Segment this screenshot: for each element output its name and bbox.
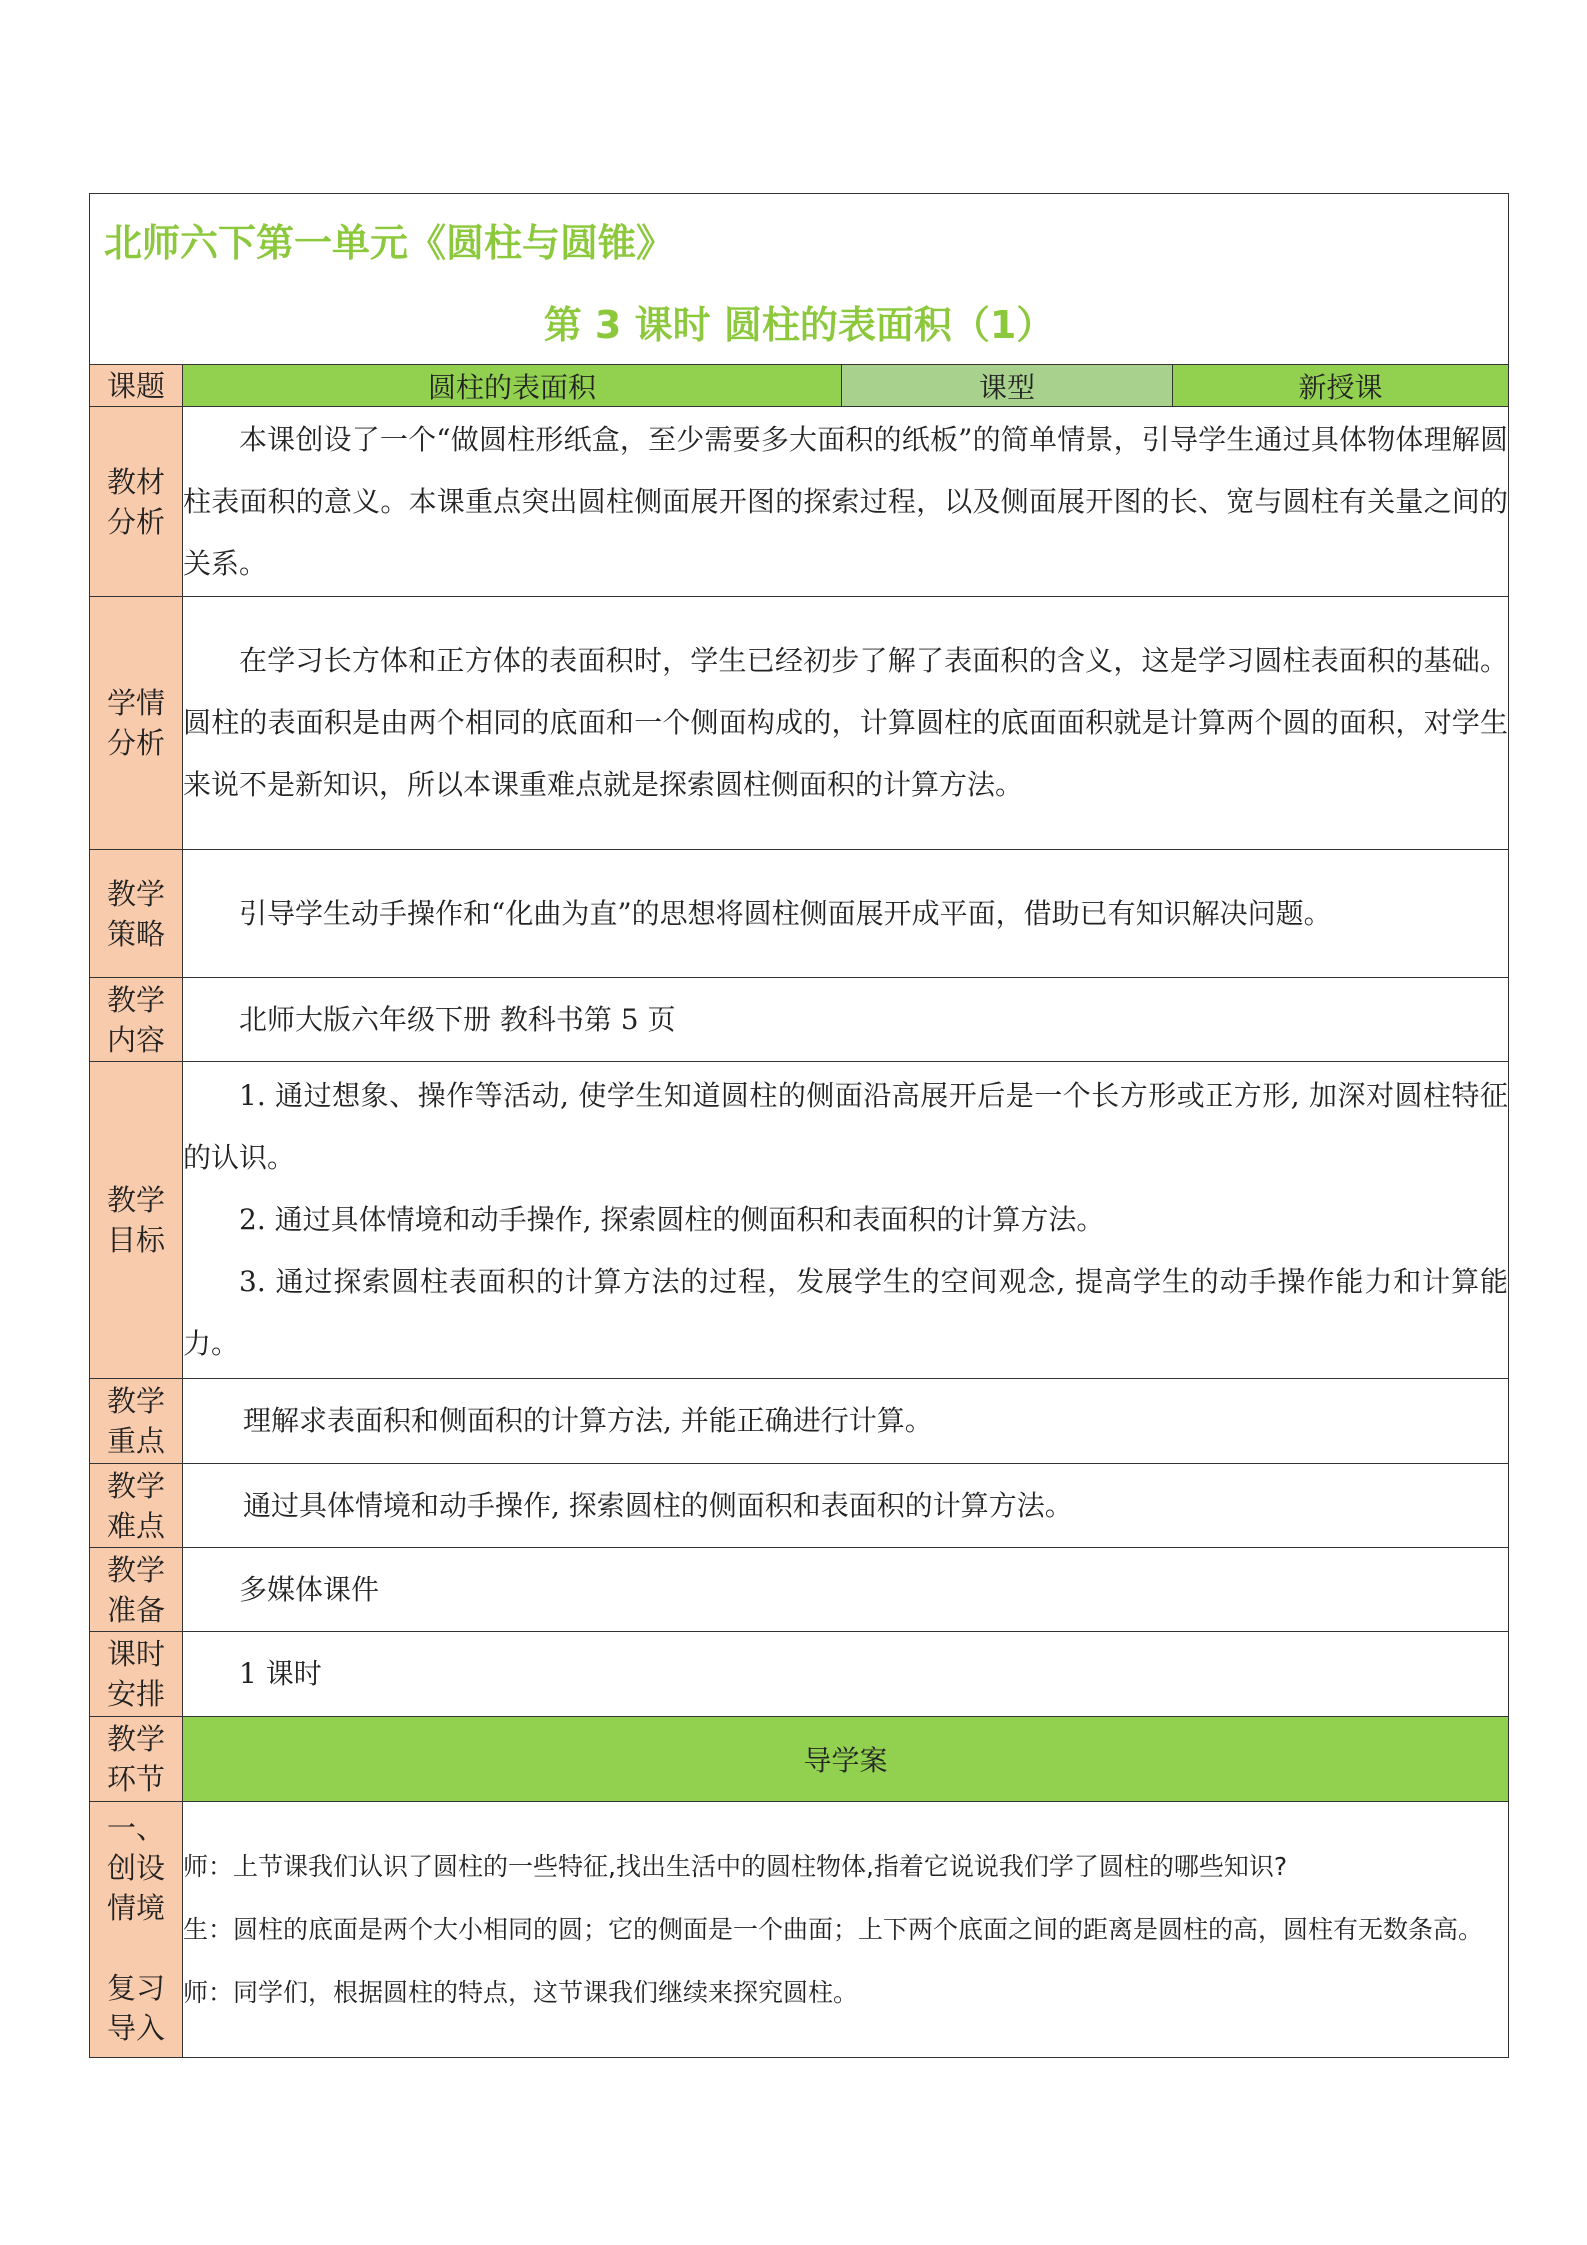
schedule-text: 1 课时 bbox=[183, 1632, 1509, 1717]
stage1-dialogue bbox=[183, 1802, 1509, 2058]
unit-title: 北师六下第一单元《圆柱与圆锥》 bbox=[104, 221, 675, 265]
preparation-label: 教学 准备 bbox=[90, 1548, 183, 1632]
material-analysis-label: 教材 分析 bbox=[90, 407, 183, 597]
goal-item: 1. 通过想象、操作等活动, 使学生知道圆柱的侧面沿高展开后是一个长方形或正方形, 加深对圆柱特征的认识。 bbox=[183, 1079, 1508, 1174]
lesson-title: 第 3 课时 圆柱的表面积（1） bbox=[543, 303, 1055, 347]
lesson-type-value: 新授课 bbox=[1173, 365, 1509, 407]
key-point-label: 教学 重点 bbox=[90, 1379, 183, 1464]
lesson-plan-page bbox=[89, 193, 1508, 2058]
content-label: 教学 内容 bbox=[90, 978, 183, 1062]
difficulty-text: 通过具体情境和动手操作, 探索圆柱的侧面积和表面积的计算方法。 bbox=[183, 1464, 1509, 1548]
student-analysis-label: 学情 分析 bbox=[90, 597, 183, 850]
dialogue-line: 生：圆柱的底面是两个大小相同的圆；它的侧面是一个曲面；上下两个底面之间的距离是圆柱的高，圆柱有无数条高。 bbox=[183, 1915, 1484, 1944]
dialogue-line: 师：上节课我们认识了圆柱的一些特征,找出生活中的圆柱物体,指着它说说我们学了圆柱的哪些知识? bbox=[183, 1852, 1288, 1881]
goal-item: 3. 通过探索圆柱表面积的计算方法的过程，发展学生的空间观念, 提高学生的动手操作能力和计算能力。 bbox=[183, 1265, 1508, 1360]
goals-text bbox=[183, 1062, 1509, 1379]
material-analysis-text: 本课创设了一个“做圆柱形纸盒，至少需要多大面积的纸板”的简单情景，引导学生通过具体物体理解圆柱表面积的意义。本课重点突出圆柱侧面展开图的探索过程，以及侧面展开图的长、宽与圆柱有关量之间的关系。 bbox=[183, 407, 1509, 597]
strategy-label: 教学 策略 bbox=[90, 850, 183, 978]
process-label: 教学 环节 bbox=[90, 1717, 183, 1802]
title-cell bbox=[90, 194, 1509, 365]
goal-item: 2. 通过具体情境和动手操作, 探索圆柱的侧面积和表面积的计算方法。 bbox=[239, 1203, 1105, 1236]
schedule-label: 课时 安排 bbox=[90, 1632, 183, 1717]
difficulty-label: 教学 难点 bbox=[90, 1464, 183, 1548]
content-text: 北师大版六年级下册 教科书第 5 页 bbox=[183, 978, 1509, 1062]
stage1-label: 一、 创设 情境 复习 导入 bbox=[90, 1802, 183, 2058]
topic-value: 圆柱的表面积 bbox=[183, 365, 842, 407]
goals-label: 教学 目标 bbox=[90, 1062, 183, 1379]
lesson-plan-table bbox=[89, 193, 1509, 2058]
strategy-text: 引导学生动手操作和“化曲为直”的思想将圆柱侧面展开成平面，借助已有知识解决问题。 bbox=[183, 850, 1509, 978]
student-analysis-text: 在学习长方体和正方体的表面积时，学生已经初步了解了表面积的含义，这是学习圆柱表面积的基础。圆柱的表面积是由两个相同的底面和一个侧面构成的，计算圆柱的底面面积就是计算两个圆的面积，对学生来说不是新知识，所以本课重难点就是探索圆柱侧面积的计算方法。 bbox=[183, 597, 1509, 850]
key-point-text: 理解求表面积和侧面积的计算方法, 并能正确进行计算。 bbox=[183, 1379, 1509, 1464]
topic-label: 课题 bbox=[90, 365, 183, 407]
dialogue-line: 师：同学们，根据圆柱的特点，这节课我们继续来探究圆柱。 bbox=[183, 1978, 859, 2007]
preparation-text: 多媒体课件 bbox=[183, 1548, 1509, 1632]
lesson-type-label: 课型 bbox=[842, 365, 1173, 407]
guide-plan-heading: 导学案 bbox=[183, 1717, 1509, 1802]
